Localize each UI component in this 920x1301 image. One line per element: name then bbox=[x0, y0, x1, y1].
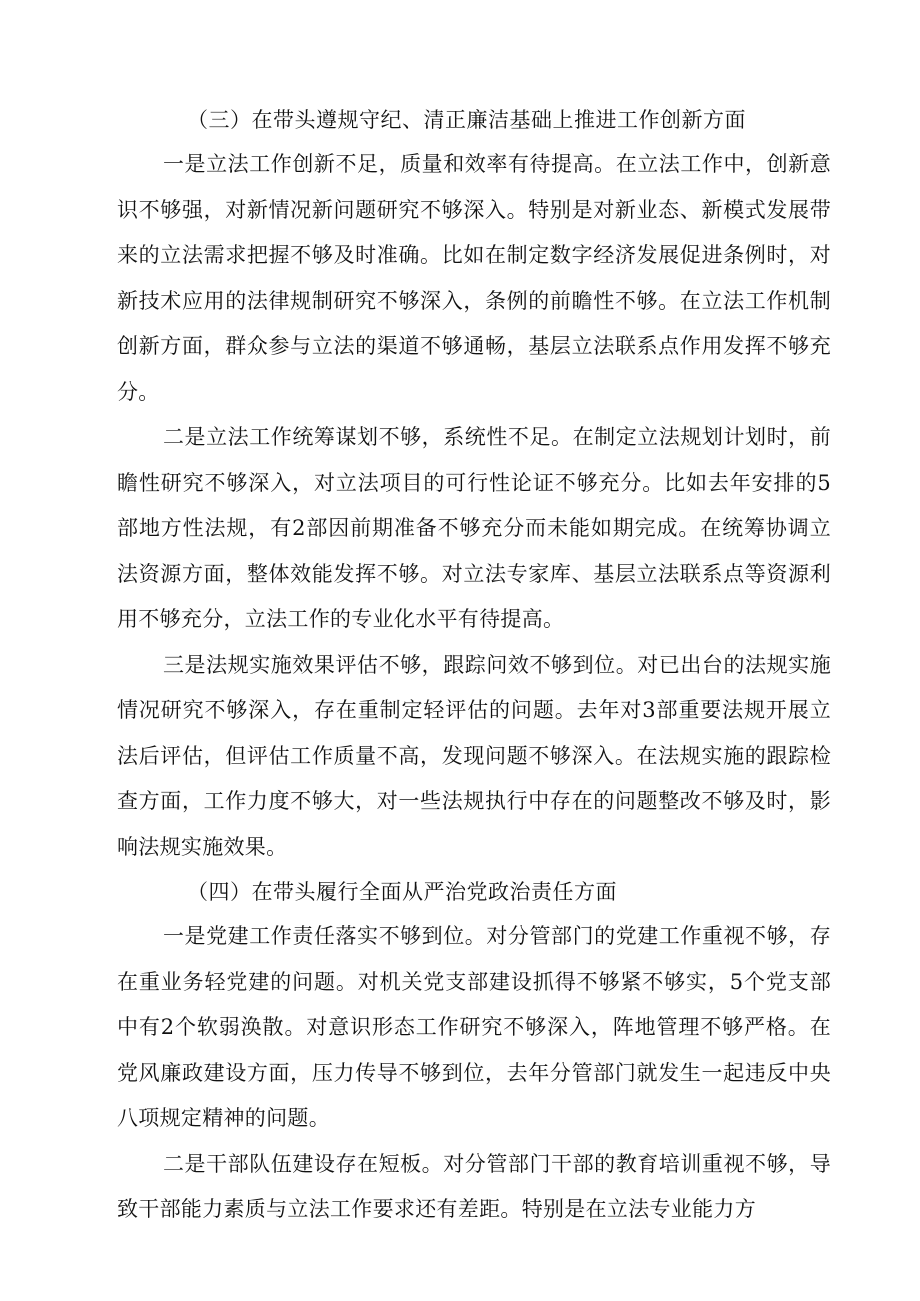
section-heading-4: （四）在带头履行全面从严治党政治责任方面 bbox=[187, 880, 617, 904]
paragraph-cadre-team: 二是干部队伍建设存在短板。对分管部门干部的教育培训重视不够，导致干部能力素质与立法工作要求还有差距。特别是在立法专业能力方 bbox=[117, 1151, 831, 1221]
paragraph-party-building: 一是党建工作责任落实不够到位。对分管部门的党建工作重视不够，存在重业务轻党建的问题。对机关党支部建设抓得不够紧不够实，5个党支部中有2个软弱涣散。对意识形态工作研究不够深入，阵地管理不够严格。在党风廉政建设方面，压力传导不够到位，去年分管部门就发生一起违反中央八项规定精神的问题。 bbox=[117, 924, 831, 1130]
section-heading-3: （三）在带头遵规守纪、清正廉洁基础上推进工作创新方面 bbox=[187, 108, 746, 132]
paragraph-legislative-planning: 二是立法工作统筹谋划不够，系统性不足。在制定立法规划计划时，前瞻性研究不够深入，对立法项目的可行性论证不够充分。比如去年安排的5部地方性法规，有2部因前期准备不够充分而未能如期完成。在统筹协调立法资源方面，整体效能发挥不够。对立法专家库、基层立法联系点等资源利用不够充分，立法工作的专业化水平有待提高。 bbox=[117, 425, 831, 631]
paragraph-legislative-innovation: 一是立法工作创新不足，质量和效率有待提高。在立法工作中，创新意识不够强，对新情况新问题研究不够深入。特别是对新业态、新模式发展带来的立法需求把握不够及时准确。比如在制定数字经济发展促进条例时，对新技术应用的法律规制研究不够深入，条例的前瞻性不够。在立法工作机制创新方面，群众参与立法的渠道不够通畅，基层立法联系点作用发挥不够充分。 bbox=[117, 152, 831, 404]
document-body bbox=[117, 98, 831, 1233]
paragraph-regulation-evaluation: 三是法规实施效果评估不够，跟踪问效不够到位。对已出台的法规实施情况研究不够深入，存在重制定轻评估的问题。去年对3部重要法规开展立法后评估，但评估工作质量不高，发现问题不够深入。在法规实施的跟踪检查方面，工作力度不够大，对一些法规执行中存在的问题整改不够及时，影响法规实施效果。 bbox=[117, 652, 831, 859]
